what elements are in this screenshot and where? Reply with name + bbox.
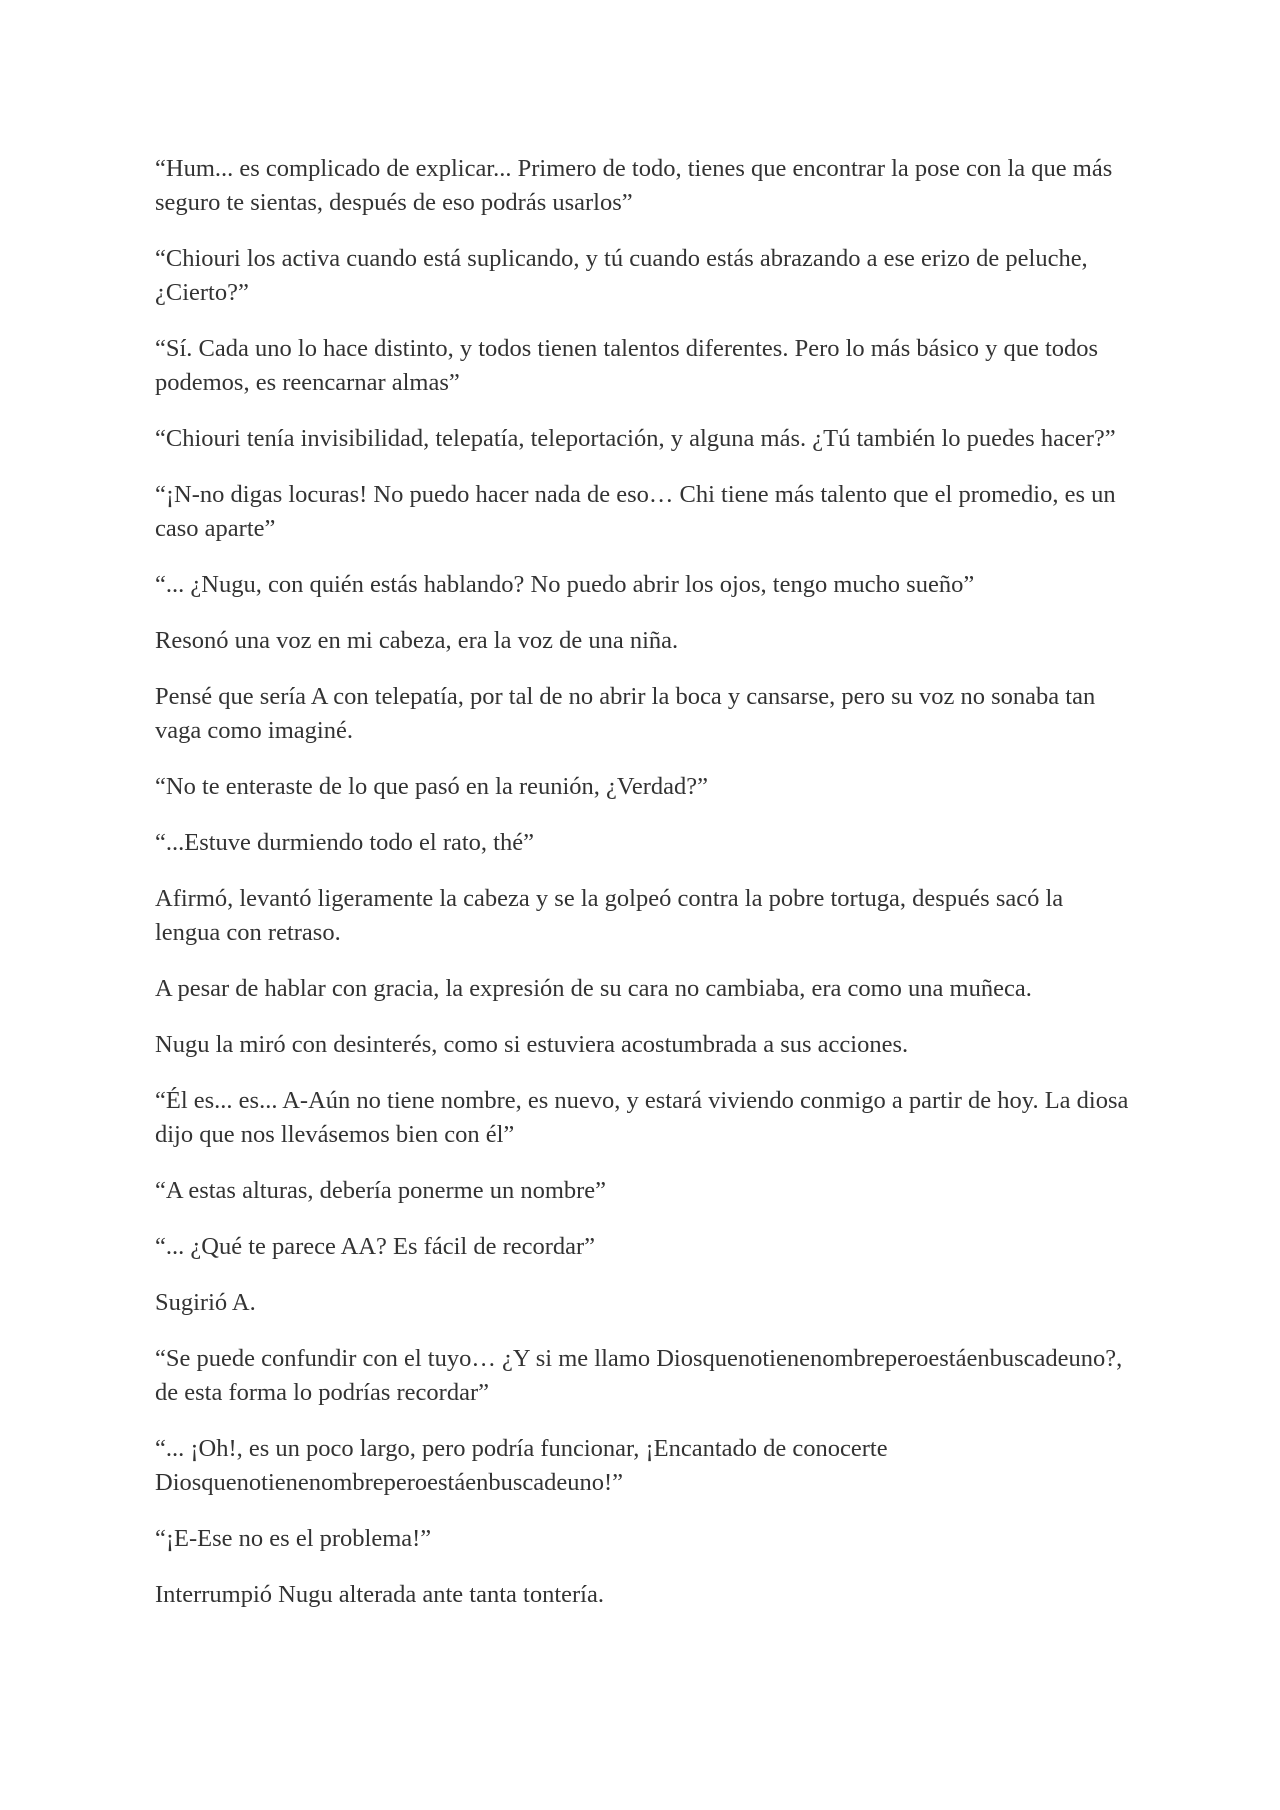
- paragraph: “Hum... es complicado de explicar... Primero de todo, tienes que encontrar la pose con la que más seguro te sientas, después de eso podrás usarlos”: [155, 155, 1113, 216]
- paragraph: “Sí. Cada uno lo hace distinto, y todos tienen talentos diferentes. Pero lo más básico y que todos podemos, es reencarnar almas”: [155, 335, 1099, 396]
- paragraph: “¡E-Ese no es el problema!”: [155, 1525, 432, 1552]
- paragraph: Interrumpió Nugu alterada ante tanta tontería.: [155, 1581, 604, 1608]
- paragraph: “No te enteraste de lo que pasó en la reunión, ¿Verdad?”: [155, 773, 709, 800]
- paragraph: “Chiouri los activa cuando está suplicando, y tú cuando estás abrazando a ese erizo de peluche, ¿Cierto?”: [155, 245, 1088, 306]
- paragraph: “... ¡Oh!, es un poco largo, pero podría funcionar, ¡Encantado de conocerte Diosquenotienenombreperoestáenbuscadeuno!”: [155, 1435, 888, 1496]
- paragraph: Sugirió A.: [155, 1289, 256, 1316]
- document-body: [155, 152, 1130, 1634]
- paragraph: “Se puede confundir con el tuyo… ¿Y si me llamo Diosquenotienenombreperoestáenbuscadeuno?, de esta forma lo podrías recordar”: [155, 1345, 1123, 1406]
- paragraph: “... ¿Nugu, con quién estás hablando? No puedo abrir los ojos, tengo mucho sueño”: [155, 571, 975, 598]
- paragraph: “Él es... es... A-Aún no tiene nombre, es nuevo, y estará viviendo conmigo a partir de hoy. La diosa dijo que nos llevásemos bien con él”: [155, 1087, 1129, 1148]
- paragraph: Resonó una voz en mi cabeza, era la voz de una niña.: [155, 627, 679, 654]
- paragraph: A pesar de hablar con gracia, la expresión de su cara no cambiaba, era como una muñeca.: [155, 975, 1032, 1002]
- paragraph: “...Estuve durmiendo todo el rato, thé”: [155, 829, 534, 856]
- paragraph: Pensé que sería A con telepatía, por tal de no abrir la boca y cansarse, pero su voz no sonaba tan vaga como imaginé.: [155, 683, 1096, 744]
- paragraph: “A estas alturas, debería ponerme un nombre”: [155, 1177, 607, 1204]
- paragraph: Nugu la miró con desinterés, como si estuviera acostumbrada a sus acciones.: [155, 1031, 909, 1058]
- paragraph: “¡N-no digas locuras! No puedo hacer nada de eso… Chi tiene más talento que el promedio, es un caso aparte”: [155, 481, 1116, 542]
- paragraph: “... ¿Qué te parece AA? Es fácil de recordar”: [155, 1233, 596, 1260]
- paragraph: Afirmó, levantó ligeramente la cabeza y se la golpeó contra la pobre tortuga, después sacó la lengua con retraso.: [155, 885, 1064, 946]
- paragraph: “Chiouri tenía invisibilidad, telepatía, teleportación, y alguna más. ¿Tú también lo puedes hacer?”: [155, 425, 1116, 452]
